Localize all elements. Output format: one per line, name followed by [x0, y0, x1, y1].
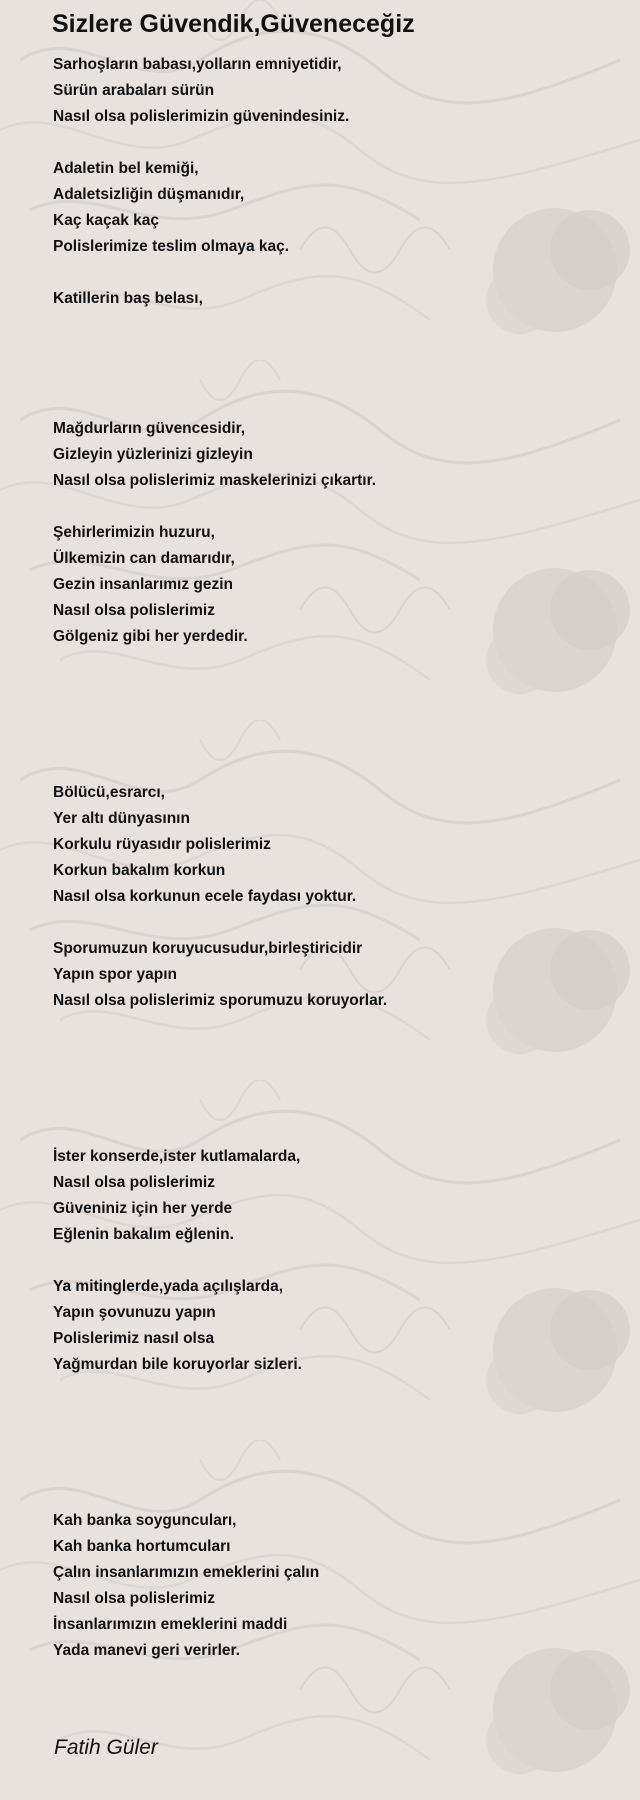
poem-line: Bölücü,esrarcı,	[53, 784, 165, 801]
poem-body	[53, 52, 613, 1664]
poem-line	[53, 364, 613, 390]
poem-line: Nasıl olsa polislerimiz	[53, 1590, 215, 1607]
poem-line: Yapın spor yapın	[53, 966, 178, 983]
poem-line: Korkun bakalım korkun	[53, 862, 226, 879]
poem-line: Nasıl olsa polislerimizin güvenindesiniz.	[53, 108, 350, 125]
poem-line	[53, 1066, 613, 1092]
poem-line: Sarhoşların babası,yolların emniyetidir,	[53, 56, 342, 73]
poem-line: Gezin insanlarımız gezin	[53, 576, 234, 593]
poem-line: Ülkemizin can damarıdır,	[53, 550, 235, 567]
poem-line: Polislerimize teslim olmaya kaç.	[53, 238, 290, 255]
poem-line	[53, 130, 613, 156]
poem-line: Güveniniz için her yerde	[53, 1200, 233, 1217]
poem-line	[53, 1248, 613, 1274]
poem-line	[53, 754, 613, 780]
poem-line	[53, 312, 613, 338]
poem-line: Katillerin baş belası,	[53, 290, 203, 307]
poem-line: Gölgeniz gibi her yerdedir.	[53, 628, 248, 645]
poem-line: Mağdurların güvencesidir,	[53, 420, 246, 437]
poem-line	[53, 1040, 613, 1066]
poem-line	[53, 702, 613, 728]
poem-line	[53, 1456, 613, 1482]
poem-line: Yer altı dünyasının	[53, 810, 190, 827]
poem-line	[53, 728, 613, 754]
poem-line: Nasıl olsa polislerimiz	[53, 1174, 215, 1191]
poem-line	[53, 338, 613, 364]
poem-line: Adaletin bel kemiği,	[53, 160, 199, 177]
poem-line: Sürün arabaları sürün	[53, 82, 215, 99]
poem-line: Nasıl olsa polislerimiz sporumuzu koruyorlar.	[53, 992, 388, 1009]
poem-line	[53, 1092, 613, 1118]
poem-line	[53, 1482, 613, 1508]
poem-line: Nasıl olsa polislerimiz maskelerinizi çıkartır.	[53, 472, 377, 489]
poem-line	[53, 260, 613, 286]
poem-line	[53, 390, 613, 416]
poem-line: Yada manevi geri verirler.	[53, 1642, 240, 1659]
poem-line: Kah banka hortumcuları	[53, 1538, 231, 1555]
poem-line	[53, 676, 613, 702]
poem-line: Ya mitinglerde,yada açılışlarda,	[53, 1278, 284, 1295]
poem-line	[53, 1014, 613, 1040]
poem-line	[53, 1378, 613, 1404]
poem-line: Çalın insanlarımızın emeklerini çalın	[53, 1564, 320, 1581]
poem-line: İster konserde,ister kutlamalarda,	[53, 1148, 301, 1165]
poem-line: Kaç kaçak kaç	[53, 212, 160, 229]
poem-line: Yapın şovunuzu yapın	[53, 1304, 216, 1321]
poem-line	[53, 910, 613, 936]
poem-line: Gizleyin yüzlerinizi gizleyin	[53, 446, 253, 463]
poem-title: Sizlere Güvendik,Güveneceğiz	[52, 10, 415, 38]
poem-line: Adaletsizliğin düşmanıdır,	[53, 186, 245, 203]
poem-line: Nasıl olsa polislerimiz	[53, 602, 215, 619]
poem-line	[53, 1118, 613, 1144]
poem-line	[53, 1404, 613, 1430]
poem-line: Polislerimiz nasıl olsa	[53, 1330, 215, 1347]
poem-line: Sporumuzun koruyucusudur,birleştiricidir	[53, 940, 363, 957]
poem-line: Yağmurdan bile koruyorlar sizleri.	[53, 1356, 302, 1373]
poem-line	[53, 650, 613, 676]
poem-author: Fatih Güler	[54, 1736, 158, 1759]
poem-line	[53, 494, 613, 520]
poem-line	[53, 1430, 613, 1456]
poem-line: İnsanlarımızın emeklerini maddi	[53, 1616, 288, 1633]
poem-line: Eğlenin bakalım eğlenin.	[53, 1226, 234, 1243]
poem-line: Şehirlerimizin huzuru,	[53, 524, 215, 541]
poem-line: Kah banka soyguncuları,	[53, 1512, 237, 1529]
poem-line: Korkulu rüyasıdır polislerimiz	[53, 836, 271, 853]
poem-line: Nasıl olsa korkunun ecele faydası yoktur.	[53, 888, 357, 905]
